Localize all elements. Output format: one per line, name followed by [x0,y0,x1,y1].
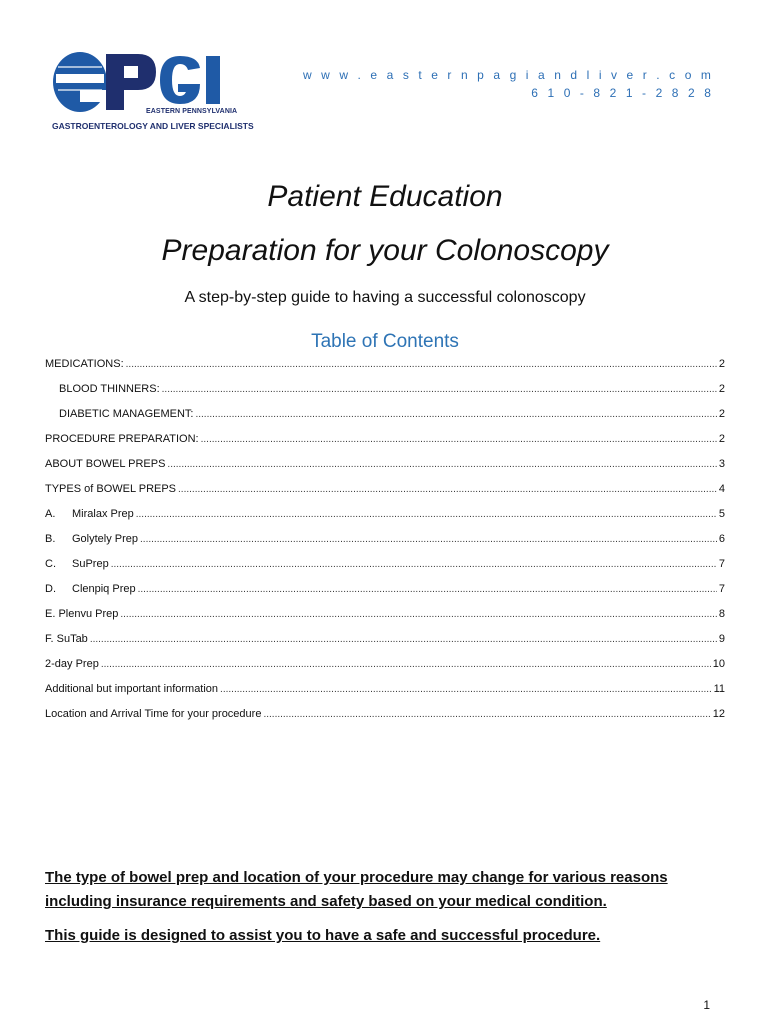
toc-entry-label: Miralax Prep [72,508,134,520]
toc-entry-page: 4 [718,483,725,495]
toc-entry-page: 2 [718,433,725,445]
toc-dot-leader [195,406,716,424]
toc-entry-page: 2 [718,358,725,370]
document-subtitle: A step-by-step guide to having a successful colonoscopy [184,289,586,306]
toc-entry[interactable] [45,630,725,655]
guide-purpose-notice: This guide is designed to assist you to have a safe and successful procedure. [45,927,601,944]
toc-entry-label: DIABETIC MANAGEMENT: [59,408,194,420]
toc-entry-label: MEDICATIONS: [45,358,124,370]
toc-entry-label: Golytely Prep [72,533,139,545]
toc-dot-leader [138,581,717,599]
toc-entry-letter: C. [45,558,56,570]
logo-tagline: GASTROENTEROLOGY AND LIVER SPECIALISTS [52,121,254,131]
toc-entry[interactable] [45,430,725,455]
toc-dot-leader [101,656,711,674]
toc-dot-leader [162,381,717,399]
website-link[interactable]: w w w . e a s t e r n p a g i a n d l i v e r . c o m [302,68,714,82]
toc-entry[interactable] [45,705,725,730]
toc-entry-page: 2 [718,408,725,420]
toc-entry-label: 2-day Prep [45,658,99,670]
toc-entry-label: SuPrep [72,558,109,570]
toc-entry-page: 6 [718,533,725,545]
toc-entry[interactable] [45,455,725,480]
toc-entry-page: 7 [718,583,725,595]
prep-change-notice: The type of bowel prep and location of your procedure may change for various reasons including insurance requirements and safety based on your medical condition. [45,869,668,910]
toc-dot-leader [90,631,717,649]
toc-entry-label: F. SuTab [45,633,88,645]
contact-info [303,66,714,102]
toc-dot-leader [140,531,717,549]
epgi-logo [50,44,260,134]
toc-entry-letter: A. [45,508,56,520]
toc-entry-page: 2 [718,383,725,395]
toc-entry[interactable] [45,680,725,705]
toc-entry-page: 12 [712,708,725,720]
page-number: 1 [703,998,710,1012]
toc-entry-page: 11 [713,683,725,695]
toc-entry-label: Additional but important information [45,683,219,695]
toc-heading: Table of Contents [311,331,459,352]
toc-dot-leader [136,506,717,524]
toc-entry-label: BLOOD THINNERS: [59,383,160,395]
toc-entry-page: 9 [718,633,725,645]
toc-entry-page: 8 [718,608,725,620]
toc-entry-letter: B. [45,533,56,545]
epgi-logo-mark [50,44,260,114]
toc-entry-label: Clenpiq Prep [72,583,136,595]
document-heading: Preparation for your Colonoscopy [161,234,609,267]
logo-subtitle: EASTERN PENNSYLVANIA [146,108,238,115]
document-title: Patient Education [267,180,503,213]
toc-entry-label: TYPES of BOWEL PREPS [45,483,177,495]
toc-dot-leader [263,706,710,724]
toc-entry[interactable] [45,355,725,380]
toc-entry[interactable] [45,530,725,555]
toc-entry[interactable] [45,480,725,505]
toc-entry-letter: D. [45,583,56,595]
toc-entry-page: 7 [718,558,725,570]
toc-entry-label: E. Plenvu Prep [45,608,119,620]
toc-entry[interactable] [45,655,725,680]
toc-entry-page: 3 [718,458,725,470]
toc-entry-page: 5 [718,508,725,520]
toc-dot-leader [201,431,717,449]
toc-entry-label: Location and Arrival Time for your procedure [45,708,262,720]
toc-entry[interactable] [45,580,725,605]
toc-entry[interactable] [45,380,725,405]
toc-entry[interactable] [45,555,725,580]
toc-entry-label: ABOUT BOWEL PREPS [45,458,166,470]
toc-entry-label: PROCEDURE PREPARATION: [45,433,199,445]
table-of-contents [45,355,725,730]
toc-dot-leader [220,681,712,699]
toc-entry[interactable] [45,405,725,430]
phone-number: 6 1 0 - 8 2 1 - 2 8 2 8 [531,86,714,100]
toc-dot-leader [126,356,717,374]
toc-dot-leader [167,456,716,474]
toc-dot-leader [178,481,717,499]
toc-entry[interactable] [45,505,725,530]
toc-entry[interactable] [45,605,725,630]
toc-dot-leader [120,606,717,624]
toc-dot-leader [111,556,717,574]
toc-entry-page: 10 [712,658,725,670]
